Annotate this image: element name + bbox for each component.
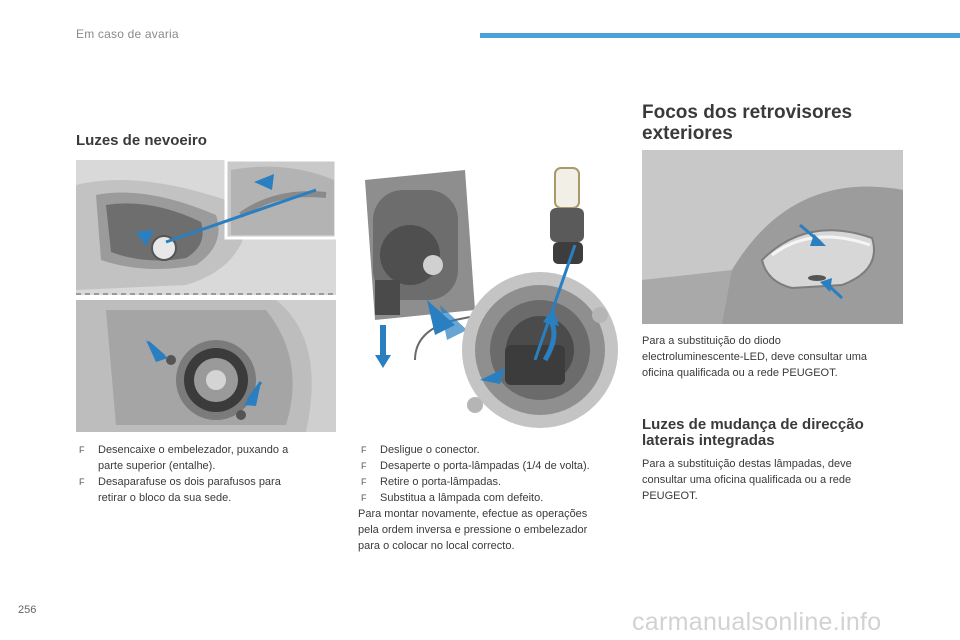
heading-line: Luzes de mudança de direcção (642, 416, 864, 433)
step-text-line: Desligue o conector. (380, 444, 480, 456)
paragraph-line: Para montar novamente, efectue as operações (358, 508, 588, 520)
bullet-glyph: F (79, 477, 85, 487)
list-item (358, 490, 628, 506)
paragraph-line: PEUGEOT. (642, 490, 698, 502)
bullet-glyph: F (361, 493, 367, 503)
header-accent-bar (480, 33, 960, 38)
heading-line: exteriores (642, 123, 733, 144)
fog-bezel-illustration (76, 160, 336, 295)
page-header-title: Em caso de avaria (76, 27, 179, 41)
fog-screws-illustration (76, 300, 336, 432)
turn-signals-paragraph (642, 456, 902, 504)
bullet-glyph: F (79, 445, 85, 455)
paragraph-line: para o colocar no local correcto. (358, 540, 515, 552)
step-text-line: Desaperte o porta-lâmpadas (1/4 de volta). (380, 460, 590, 472)
fog-steps-mid-list (358, 442, 628, 506)
heading-line: laterais integradas (642, 432, 775, 449)
reassembly-paragraph (358, 506, 628, 554)
paragraph-line: Para a substituição destas lâmpadas, deve (642, 458, 852, 470)
fog-lamp-bulb-illustration (355, 160, 625, 432)
paragraph-line: consultar uma oficina qualificada ou a rede (642, 474, 852, 486)
list-item (76, 442, 336, 474)
paragraph-line: oficina qualificada ou a rede PEUGEOT. (642, 367, 838, 379)
paragraph-line: pela ordem inversa e pressione o embelezador (358, 524, 588, 536)
mirror-lights-heading (642, 102, 922, 144)
mirror-lights-paragraph (642, 333, 912, 381)
bullet-glyph: F (361, 477, 367, 487)
step-text-line: Desencaixe o embelezador, puxando a (98, 444, 289, 456)
fog-lights-heading: Luzes de nevoeiro (76, 132, 207, 149)
paragraph-line: electroluminescente-LED, deve consultar uma (642, 351, 868, 363)
list-item (358, 458, 628, 474)
step-text-line: parte superior (entalhe). (98, 460, 216, 472)
exterior-mirror-illustration (642, 150, 903, 324)
bullet-glyph: F (361, 461, 367, 471)
list-item (76, 474, 336, 506)
step-text-line: Substitua a lâmpada com defeito. (380, 492, 544, 504)
watermark: carmanualsonline.info (632, 608, 882, 636)
list-item (358, 474, 628, 490)
step-text-line: Desaparafuse os dois parafusos para (98, 476, 281, 488)
turn-signals-heading (642, 417, 932, 449)
paragraph-line: Para a substituição do diodo (642, 335, 781, 347)
page-number: 256 (18, 604, 37, 616)
step-text-line: Retire o porta-lâmpadas. (380, 476, 502, 488)
fog-steps-left-list (76, 442, 336, 506)
heading-line: Focos dos retrovisores (642, 102, 853, 123)
list-item (358, 442, 628, 458)
step-text-line: retirar o bloco da sua sede. (98, 492, 232, 504)
bullet-glyph: F (361, 445, 367, 455)
